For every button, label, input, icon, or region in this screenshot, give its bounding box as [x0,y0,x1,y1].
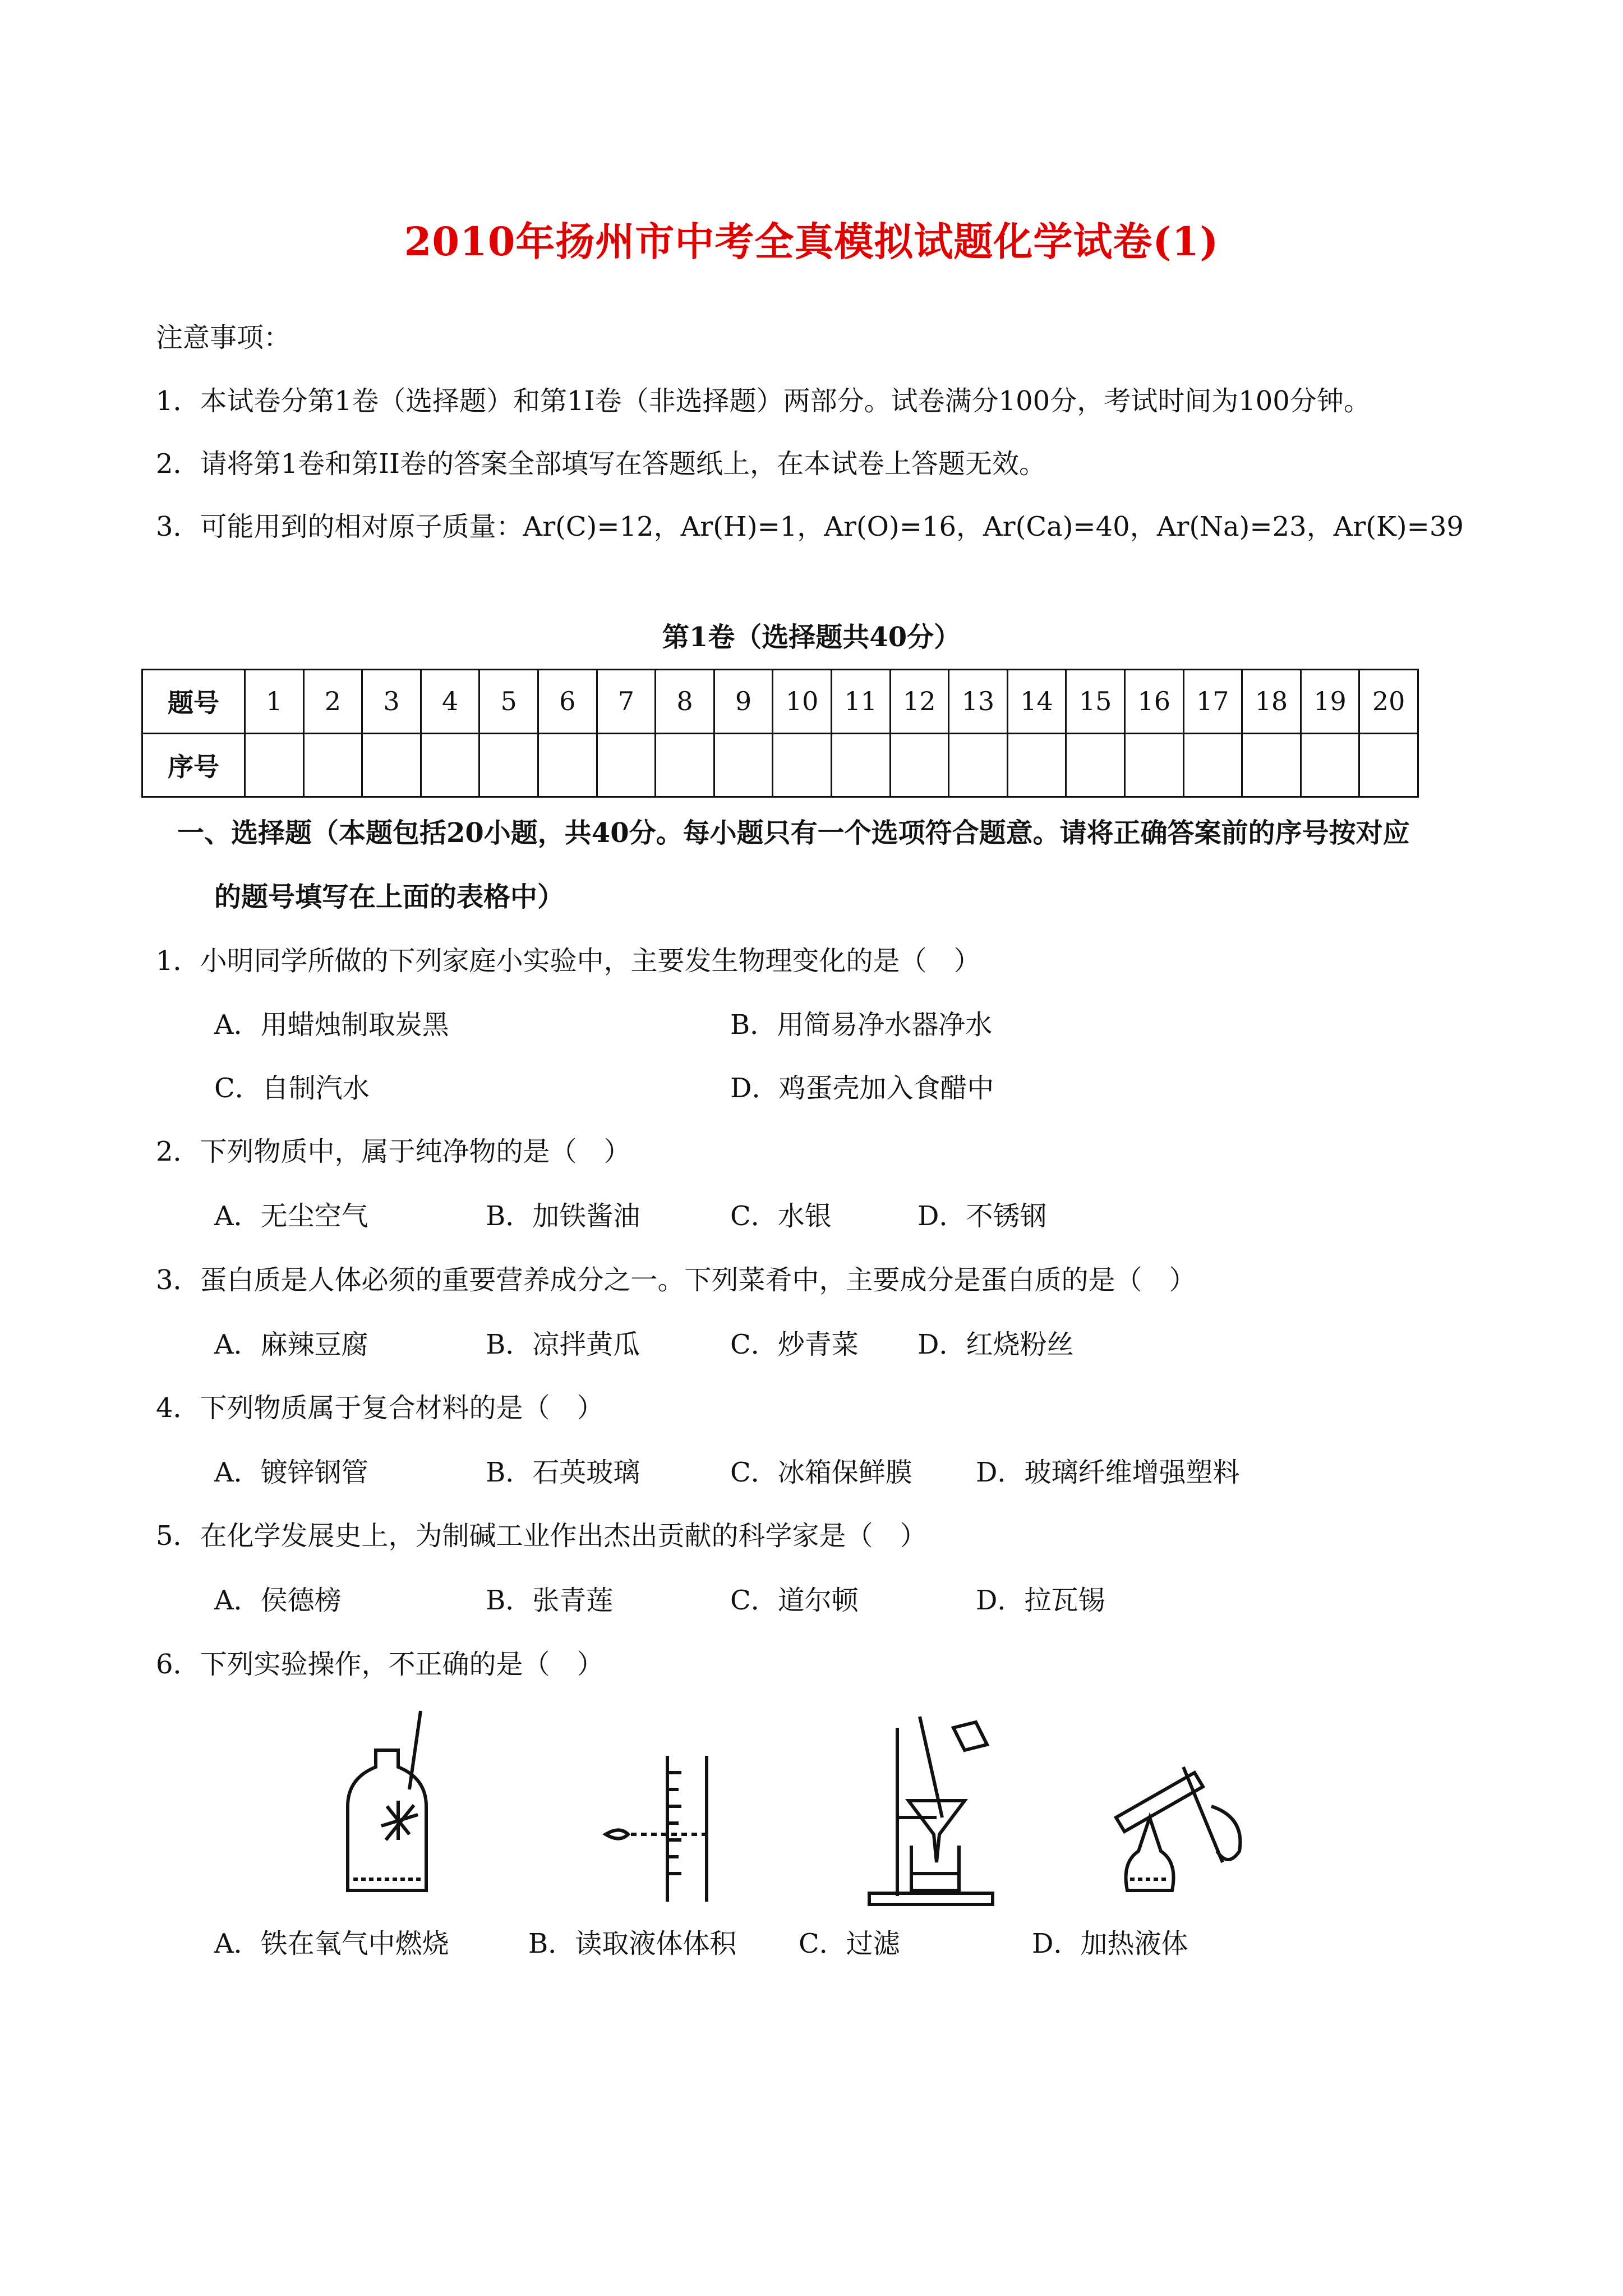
answer-cell[interactable] [362,733,421,797]
answer-cell[interactable] [1183,733,1242,797]
question-3-option-c[interactable]: C．炒青菜 [730,1329,859,1360]
iron-burning-figure [348,1711,426,1890]
row-label-answer: 序号 [142,733,245,797]
answer-cell[interactable] [1066,733,1125,797]
question-1-option-a[interactable]: A．用蜡烛制取炭黑 [214,1009,449,1041]
question-6-option-c[interactable]: C．过滤 [799,1928,900,1959]
question-1-option-c[interactable]: C．自制汽水 [214,1073,370,1104]
question-3-stem: 3．蛋白质是人体必须的重要营养成分之一。下列菜肴中，主要成分是蛋白质的是（ ） [156,1264,1196,1296]
question-5-stem: 5．在化学发展史上，为制碱工业作出杰出贡献的科学家是（ ） [156,1520,927,1552]
question-6-option-a[interactable]: A．铁在氧气中燃烧 [214,1928,449,1959]
question-2-stem: 2．下列物质中，属于纯净物的是（ ） [156,1136,631,1167]
answer-cell[interactable] [1124,733,1183,797]
table-cell-number: 9 [714,670,773,734]
question-3-option-d[interactable]: D．红烧粉丝 [917,1329,1074,1360]
answer-cell[interactable] [1242,733,1301,797]
table-cell-number: 19 [1301,670,1359,734]
table-cell-number: 7 [597,670,656,734]
answer-cell[interactable] [714,733,773,797]
question-2-option-b[interactable]: B．加铁酱油 [486,1200,640,1232]
page-title: 2010年扬州市中考全真模拟试题化学试卷(1) [404,218,1219,265]
question-4-option-c[interactable]: C．冰箱保鲜膜 [730,1457,912,1488]
question-1-stem: 1．小明同学所做的下列家庭小实验中，主要发生物理变化的是（ ） [156,945,981,977]
answer-cell[interactable] [303,733,362,797]
table-cell-number: 10 [773,670,832,734]
answer-cell[interactable] [421,733,479,797]
experiment-figures [314,1705,1279,1918]
table-cell-number: 14 [1007,670,1066,734]
question-4-option-a[interactable]: A．镀锌钢管 [214,1457,368,1488]
table-cell-number: 17 [1183,670,1242,734]
table-cell-number: 15 [1066,670,1125,734]
answer-cell[interactable] [949,733,1008,797]
notes-heading: 注意事项： [156,322,291,353]
question-5-option-a[interactable]: A．侯德榜 [214,1585,342,1616]
answer-cell[interactable] [831,733,890,797]
answer-cell[interactable] [1007,733,1066,797]
question-1-option-d[interactable]: D．鸡蛋壳加入食醋中 [730,1073,994,1104]
table-row-numbers [142,670,1418,734]
answer-cell[interactable] [1301,733,1359,797]
table-cell-number: 6 [538,670,597,734]
answer-cell[interactable] [656,733,714,797]
answer-table [141,669,1419,798]
question-4-option-d[interactable]: D．玻璃纤维增强塑料 [976,1457,1240,1488]
question-5-option-d[interactable]: D．拉瓦锡 [976,1585,1105,1616]
answer-cell[interactable] [1359,733,1418,797]
table-cell-number: 18 [1242,670,1301,734]
answer-cell[interactable] [890,733,949,797]
question-6-option-d[interactable]: D．加热液体 [1032,1928,1188,1959]
table-cell-number: 20 [1359,670,1418,734]
table-cell-number: 4 [421,670,479,734]
answer-cell[interactable] [538,733,597,797]
row-label-question-number: 题号 [142,670,245,734]
table-cell-number: 8 [656,670,714,734]
section-title: 第1卷（选择题共40分） [662,622,961,653]
table-cell-number: 12 [890,670,949,734]
note-item-2: 2．请将第1卷和第II卷的答案全部填写在答题纸上，在本试卷上答题无效。 [156,448,1046,480]
question-5-option-c[interactable]: C．道尔顿 [730,1585,859,1616]
answer-cell[interactable] [597,733,656,797]
question-6-option-b[interactable]: B．读取液体体积 [528,1928,737,1959]
note-item-3: 3．可能用到的相对原子质量：Ar(C)=12，Ar(H)=1，Ar(O)=16，Ar(Ca)=40，Ar(Na)=23，Ar(K)=39 [156,511,1464,542]
question-2-option-c[interactable]: C．水银 [730,1200,832,1232]
answer-cell[interactable] [773,733,832,797]
read-volume-figure [606,1756,707,1902]
table-cell-number: 1 [245,670,304,734]
table-cell-number: 11 [831,670,890,734]
question-5-option-b[interactable]: B．张青莲 [486,1585,614,1616]
answer-cell[interactable] [245,733,304,797]
table-cell-number: 5 [479,670,538,734]
question-1-option-b[interactable]: B．用简易净水器净水 [730,1009,993,1041]
table-row-answers [142,733,1418,797]
answer-cell[interactable] [479,733,538,797]
table-cell-number: 3 [362,670,421,734]
heating-liquid-figure [1116,1767,1240,1890]
part-heading-line1: 一、选择题（本题包括20小题，共40分。每小题只有一个选项符合题意。请将正确答案前的序号按对应 [177,817,1410,849]
question-3-option-b[interactable]: B．凉拌黄瓜 [486,1329,640,1360]
table-cell-number: 13 [949,670,1008,734]
part-heading-line2: 的题号填写在上面的表格中） [214,881,565,913]
question-3-option-a[interactable]: A．麻辣豆腐 [214,1329,368,1360]
question-2-option-d[interactable]: D．不锈钢 [917,1200,1047,1232]
question-4-option-b[interactable]: B．石英玻璃 [486,1457,640,1488]
table-cell-number: 16 [1124,670,1183,734]
question-2-option-a[interactable]: A．无尘空气 [214,1200,368,1232]
note-item-1: 1．本试卷分第1卷（选择题）和第1I卷（非选择题）两部分。试卷满分100分，考试时间为100分钟。 [156,385,1371,417]
table-cell-number: 2 [303,670,362,734]
question-4-stem: 4．下列物质属于复合材料的是（ ） [156,1392,604,1424]
filtration-figure [869,1717,993,1904]
question-6-stem: 6．下列实验操作，不正确的是（ ） [156,1649,604,1680]
